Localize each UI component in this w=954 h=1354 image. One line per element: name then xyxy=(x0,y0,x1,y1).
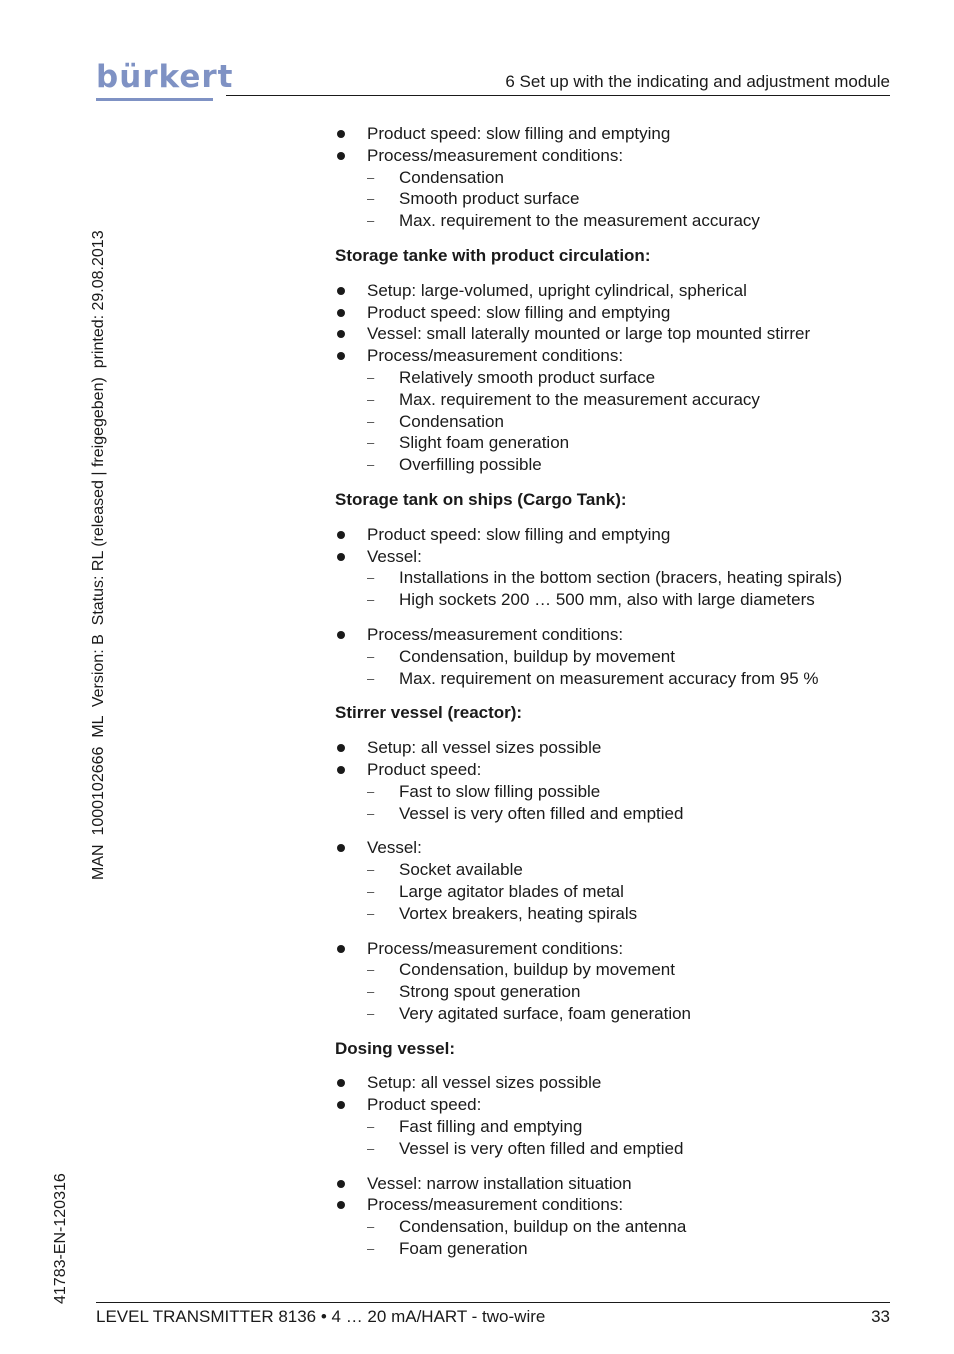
sub-list-item: – Fast filling and emptying xyxy=(335,1116,895,1138)
list-item: Setup: all vessel sizes possible xyxy=(335,737,895,759)
list-item: Setup: all vessel sizes possible xyxy=(335,1072,895,1094)
sub-list-item: – Very agitated surface, foam generation xyxy=(335,1003,895,1025)
sub-list-item: – Fast to slow filling possible xyxy=(335,781,895,803)
list-item: Process/measurement conditions: xyxy=(335,145,895,167)
sub-list-item: – Condensation, buildup by movement xyxy=(335,959,895,981)
sub-list-item: – Condensation, buildup on the antenna xyxy=(335,1216,895,1238)
document-meta-vertical: MAN 1000102666 ML Version: B Status: RL (released | freigegeben) printed: 29.08.2013 xyxy=(90,230,107,880)
sub-list-item: – Strong spout generation xyxy=(335,981,895,1003)
list-item: Vessel: narrow installation situation xyxy=(335,1173,895,1195)
list-item: Vessel: small laterally mounted or large top mounted stirrer xyxy=(335,323,895,345)
list-item: Product speed: xyxy=(335,1094,895,1116)
sub-list-item: – Overfilling possible xyxy=(335,454,895,476)
footer-rule xyxy=(96,1302,890,1303)
list-item: Product speed: xyxy=(335,759,895,781)
list-item: Process/measurement conditions: xyxy=(335,345,895,367)
sub-list-item: – Large agitator blades of metal xyxy=(335,881,895,903)
sub-list-item: – Vessel is very often filled and emptied xyxy=(335,1138,895,1160)
sub-list-item: – Relatively smooth product surface xyxy=(335,367,895,389)
sub-list-item: – Condensation xyxy=(335,411,895,433)
section-heading: Dosing vessel: xyxy=(335,1038,455,1058)
sub-list-item: – Vortex breakers, heating spirals xyxy=(335,903,895,925)
burkert-logo: bürkert xyxy=(96,59,234,95)
list-item: Vessel: xyxy=(335,546,895,568)
section-heading: Storage tanke with product circulation: xyxy=(335,245,651,265)
section-title: 6 Set up with the indicating and adjustment module xyxy=(505,72,890,91)
section-heading: Storage tank on ships (Cargo Tank): xyxy=(335,489,627,509)
sub-list-item: – Vessel is very often filled and emptied xyxy=(335,803,895,825)
list-item: Product speed: slow filling and emptying xyxy=(335,302,895,324)
list-item: Product speed: slow filling and emptying xyxy=(335,524,895,546)
section-heading: Stirrer vessel (reactor): xyxy=(335,703,523,723)
list-item: Process/measurement conditions: xyxy=(335,938,895,960)
document-code-vertical: 41783-EN-120316 xyxy=(52,1173,69,1304)
list-item: Process/measurement conditions: xyxy=(335,1194,895,1216)
page-number: 33 xyxy=(871,1307,890,1326)
sub-list-item: – Socket available xyxy=(335,859,895,881)
sub-list-item: – Max. requirement to the measurement accuracy xyxy=(335,210,895,232)
sub-list-item: – Slight foam generation xyxy=(335,432,895,454)
header-rule xyxy=(226,95,890,96)
sub-list-item: – Condensation, buildup by movement xyxy=(335,646,895,668)
sub-list-item: – High sockets 200 … 500 mm, also with large diameters xyxy=(335,589,895,611)
sub-list-item: – Max. requirement on measurement accuracy from 95 % xyxy=(335,668,895,690)
sub-list-item: – Foam generation xyxy=(335,1238,895,1260)
page-content xyxy=(335,123,895,1260)
sub-list-item: – Condensation xyxy=(335,167,895,189)
list-item: Process/measurement conditions: xyxy=(335,624,895,646)
list-item: Product speed: slow filling and emptying xyxy=(335,123,895,145)
sub-list-item: – Installations in the bottom section (bracers, heating spirals) xyxy=(335,567,895,589)
footer-title: LEVEL TRANSMITTER 8136 • 4 … 20 mA/HART - two-wire xyxy=(96,1307,546,1326)
sub-list-item: – Max. requirement to the measurement accuracy xyxy=(335,389,895,411)
list-item: Setup: large-volumed, upright cylindrical, spherical xyxy=(335,280,895,302)
logo-underline xyxy=(96,98,213,101)
list-item: Vessel: xyxy=(335,837,895,859)
sub-list-item: – Smooth product surface xyxy=(335,188,895,210)
